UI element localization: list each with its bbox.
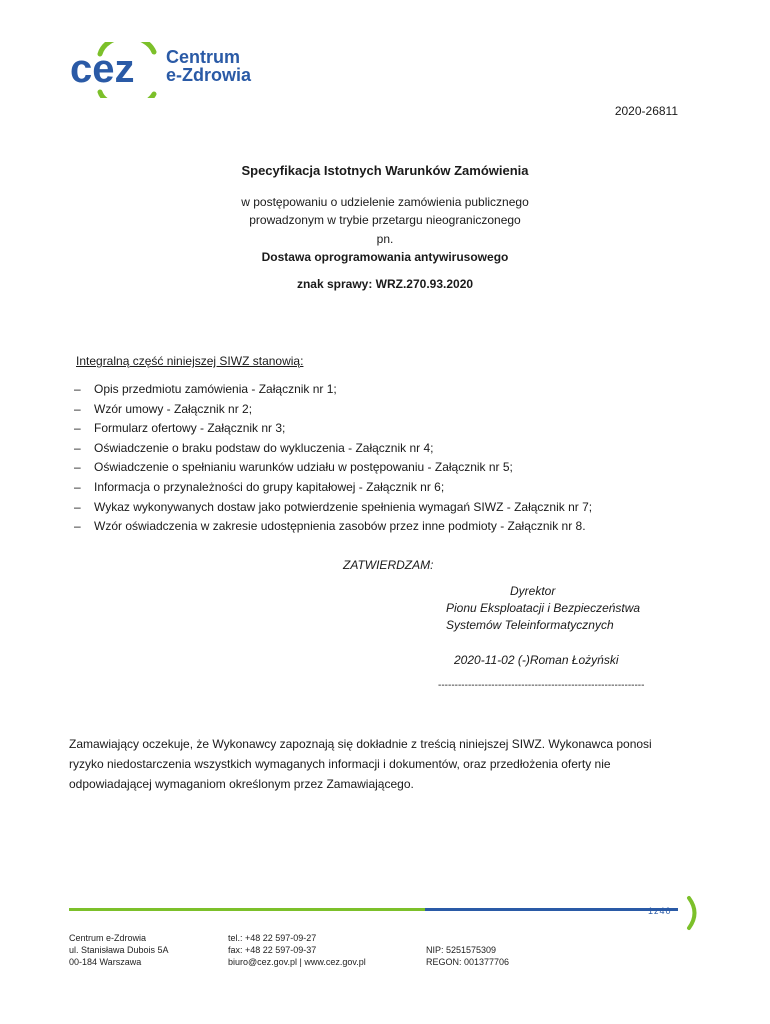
list-item — [74, 517, 592, 537]
attachments-list — [74, 380, 592, 537]
logo-line-1: Centrum — [166, 47, 241, 67]
attachments-intro: Integralną część niniejszej SIWZ stanowią: — [76, 354, 304, 368]
title-line-3: pn. — [376, 232, 394, 246]
approver-department-2: Systemów Teleinformatycznych — [446, 618, 614, 632]
page-bracket-icon — [686, 895, 702, 936]
bullet-dash: – — [74, 440, 81, 455]
approval-label: ZATWIERDZAM: — [343, 558, 434, 572]
footer-divider-blue — [425, 908, 678, 911]
list-item — [74, 458, 592, 478]
footer-contact — [228, 932, 366, 968]
list-item — [74, 498, 592, 518]
footer-fax: fax: +48 22 597-09-37 — [228, 945, 317, 955]
bullet-dash: – — [74, 401, 81, 416]
list-item-text: Formularz ofertowy - Załącznik nr 3; — [94, 421, 286, 436]
list-item — [74, 400, 592, 420]
footer-divider-green — [69, 908, 425, 911]
signature: 2020-11-02 (-)Roman Łożyński — [454, 653, 619, 667]
list-item — [74, 380, 592, 400]
svg-text:cez: cez — [70, 47, 135, 91]
approver-role: Dyrektor — [510, 584, 556, 598]
bullet-dash: – — [74, 499, 81, 514]
bullet-dash: – — [74, 421, 81, 436]
case-number: znak sprawy: WRZ.270.93.2020 — [296, 277, 474, 291]
list-item-text: Opis przedmiotu zamówienia - Załącznik nr 1; — [94, 382, 337, 396]
list-item — [74, 439, 592, 459]
bullet-dash: – — [74, 382, 81, 396]
logo-line-2: e-Zdrowia — [166, 65, 252, 85]
procurement-subject: Dostawa oprogramowania antywirusowego — [261, 250, 509, 264]
notice-paragraph: Zamawiający oczekuje, że Wykonawcy zapoznają się dokładnie z treścią niniejszej SIWZ. Wykonawca ponosi ryzyko niedostarczenia wszystkich wymaganych informacji i dokumentów, oraz przedłożenia oferty nie odpowiadającej wymaganiom określonym przez Zamawiającego. — [69, 737, 652, 791]
list-item — [74, 478, 592, 498]
footer-city: 00-184 Warszawa — [69, 957, 142, 967]
list-item-text: Oświadczenie o braku podstaw do wykluczenia - Załącznik nr 4; — [94, 440, 434, 455]
footer-org: Centrum e-Zdrowia — [69, 933, 147, 943]
footer-address — [69, 932, 169, 968]
bullet-dash: – — [74, 519, 81, 534]
bullet-dash: – — [74, 479, 81, 494]
footer-tel: tel.: +48 22 597-09-27 — [228, 933, 317, 943]
list-item — [74, 419, 592, 439]
title-line-2: prowadzonym w trybie przetargu nieograniczonego — [249, 213, 521, 227]
page-number: 1z40 — [648, 906, 672, 916]
footer-regon: REGON: 001377706 — [426, 957, 510, 967]
document-title: Specyfikacja Istotnych Warunków Zamówienia — [241, 163, 529, 178]
footer-street: ul. Stanisława Dubois 5A — [69, 945, 169, 955]
footer-registry — [426, 944, 509, 968]
list-item-text: Informacja o przynależności do grupy kapitałowej - Załącznik nr 6; — [94, 479, 445, 494]
list-item-text: Wzór oświadczenia w zakresie udostępnienia zasobów przez inne podmioty - Załącznik nr 8. — [94, 519, 586, 534]
logo-text — [166, 48, 251, 84]
approver-department-1: Pionu Eksploatacji i Bezpieczeństwa — [446, 601, 641, 615]
document-number: 2020-26811 — [614, 104, 678, 118]
list-item-text: Wzór umowy - Załącznik nr 2; — [94, 401, 253, 416]
list-item-text: Oświadczenie o spełnianiu warunków udziału w postępowaniu - Załącznik nr 5; — [94, 460, 513, 475]
footer-nip: NIP: 5251575309 — [426, 945, 497, 955]
signature-line: -------------------------------------------------------------- — [438, 680, 645, 691]
footer-web[interactable]: biuro@cez.gov.pl | www.cez.gov.pl — [228, 957, 366, 967]
bullet-dash: – — [74, 460, 81, 475]
title-line-1: w postępowaniu o udzielenie zamówienia publicznego — [241, 195, 529, 209]
list-item-text: Wykaz wykonywanych dostaw jako potwierdzenie spełnienia wymagań SIWZ - Załącznik nr 7; — [94, 499, 593, 514]
